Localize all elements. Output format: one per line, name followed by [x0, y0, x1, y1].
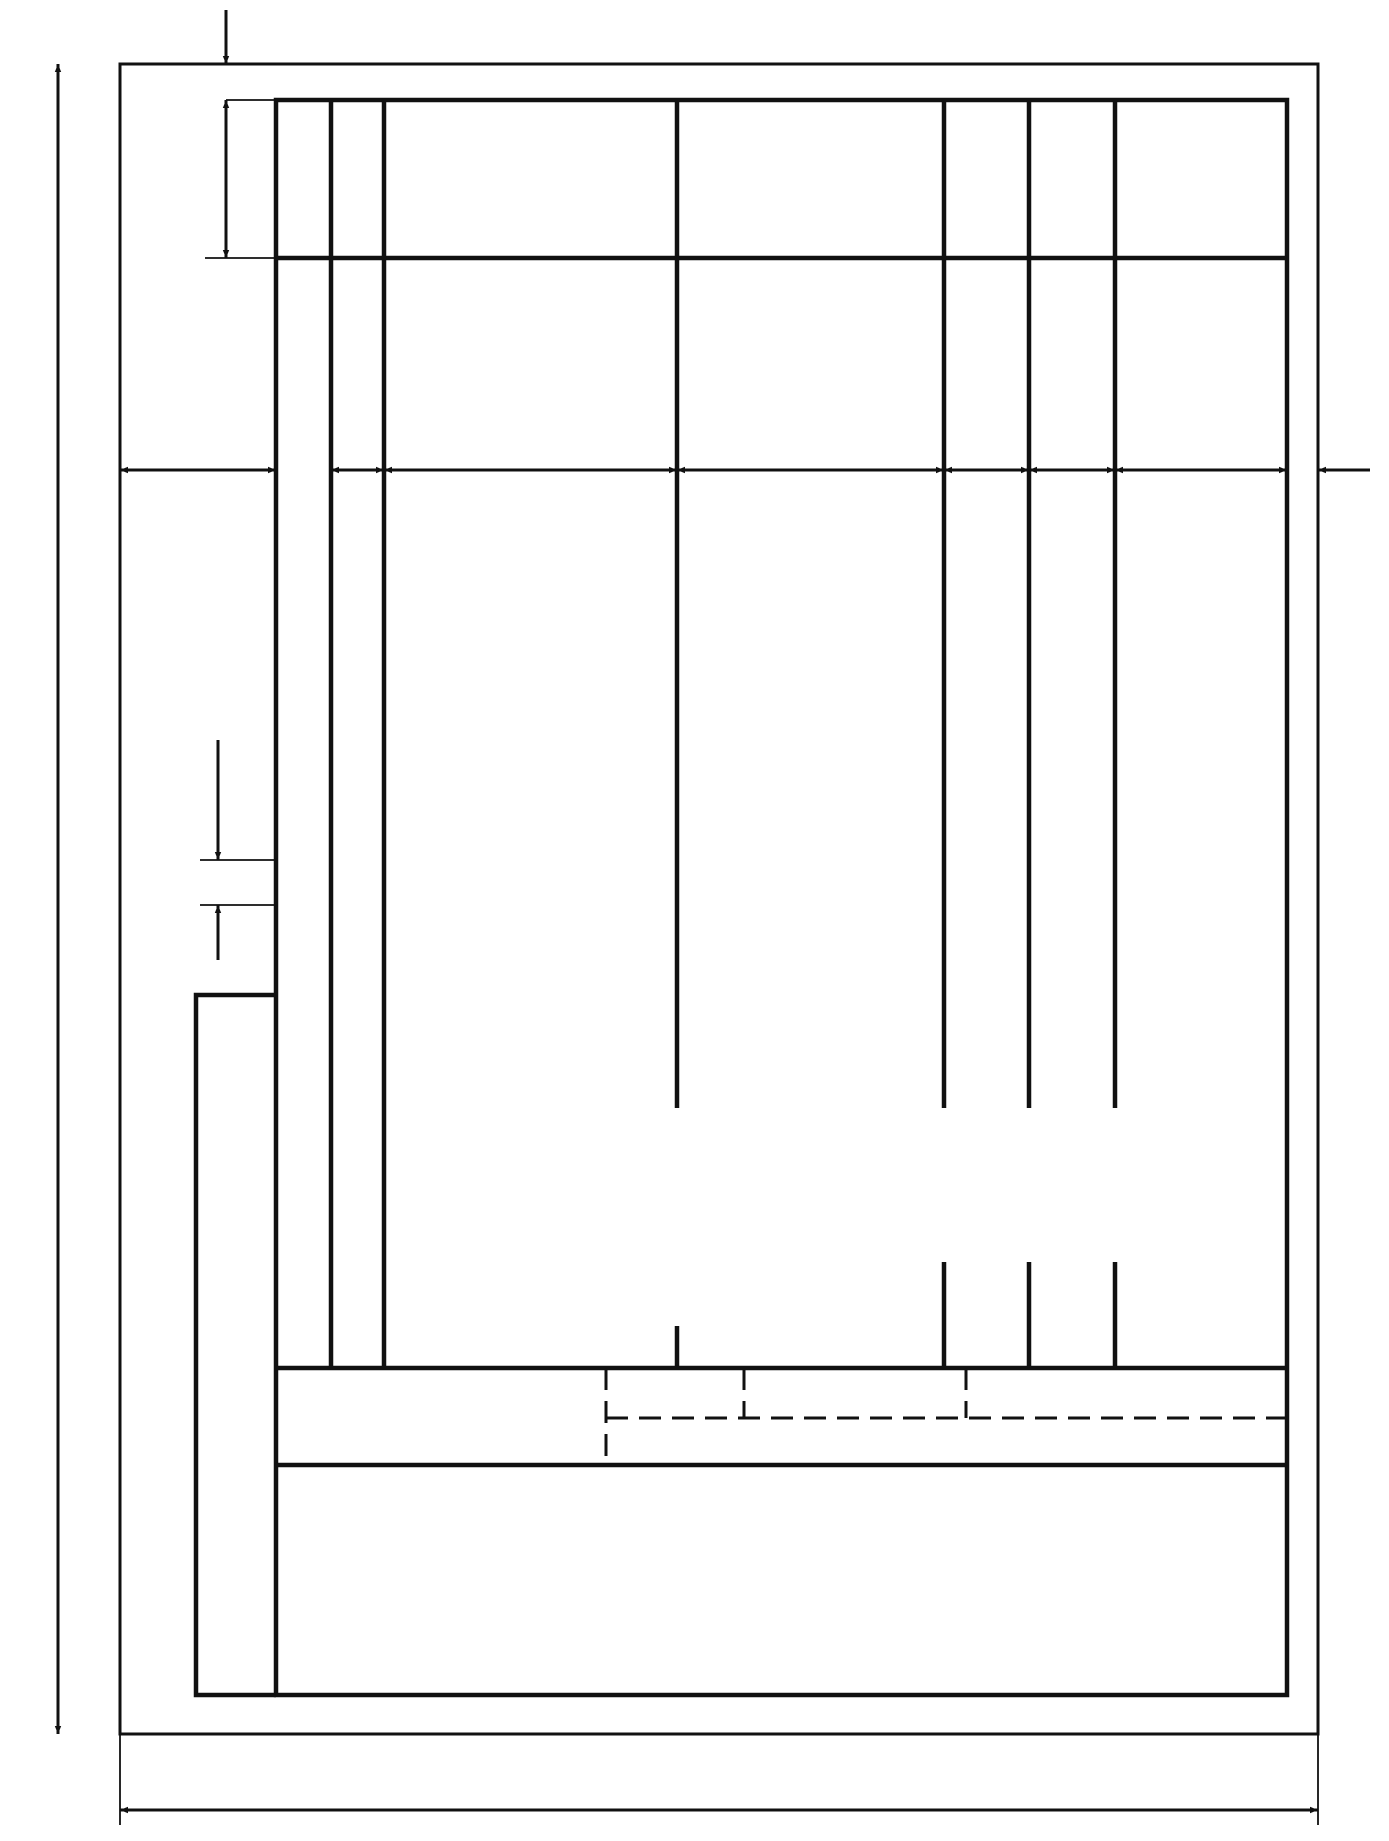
- sheet-outline: [120, 64, 1318, 1734]
- dashed-stamp-area: [606, 1368, 1287, 1465]
- dim-top-margin: [226, 10, 276, 150]
- dim-row-min: [200, 740, 276, 960]
- additional-columns-box: [196, 995, 276, 1695]
- dim-header-height: [205, 100, 276, 258]
- form-title-block: [445, 1110, 1110, 1326]
- dim-sheet-width: [120, 1734, 1318, 1825]
- drawing-frame: [276, 100, 1287, 1695]
